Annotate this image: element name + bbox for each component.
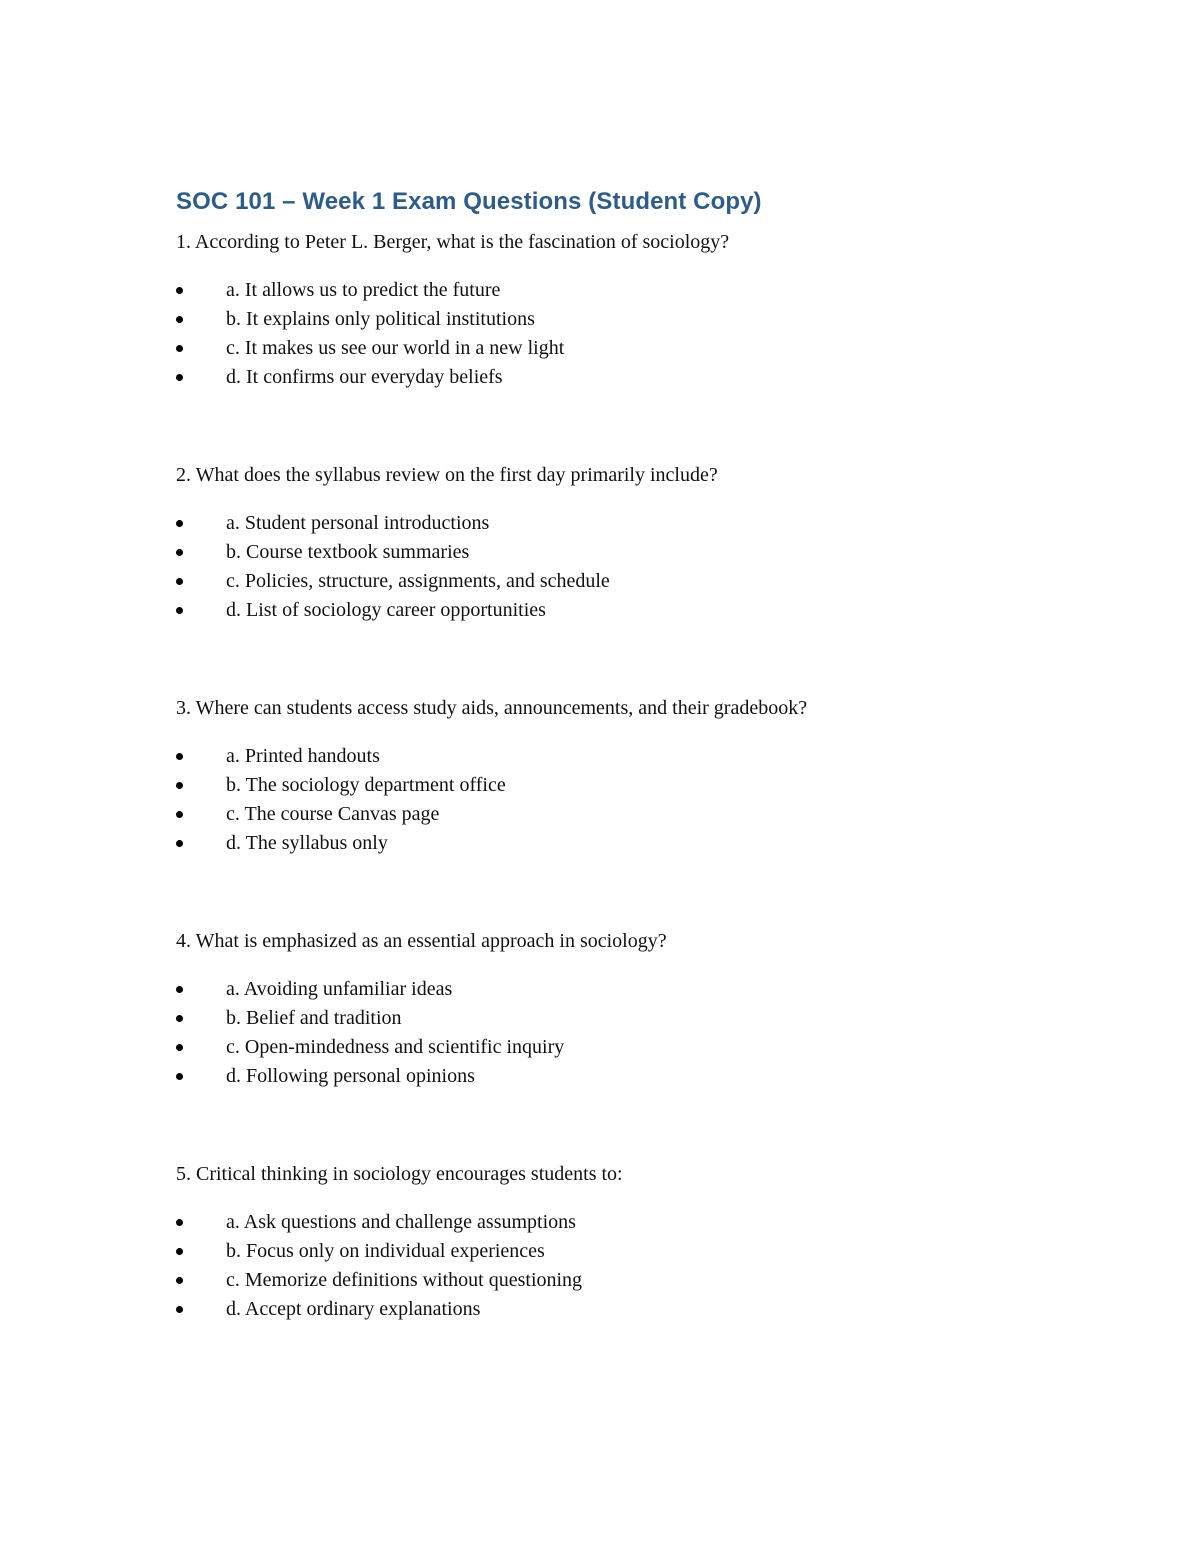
- option-item: [176, 829, 1076, 858]
- bullet-icon: [176, 811, 183, 818]
- option-text: b. Belief and tradition: [226, 1007, 402, 1029]
- bullet-icon: [176, 287, 183, 294]
- option-item: [176, 1033, 1076, 1062]
- option-item: [176, 1295, 1076, 1324]
- option-item: [176, 567, 1076, 596]
- question-3: [176, 694, 1076, 858]
- option-text: a. Ask questions and challenge assumptions: [226, 1211, 576, 1233]
- option-item: [176, 538, 1076, 567]
- answer-options: [176, 509, 1076, 625]
- option-item: [176, 1062, 1076, 1091]
- question-2: [176, 461, 1076, 625]
- bullet-icon: [176, 840, 183, 847]
- option-text: d. The syllabus only: [226, 832, 388, 854]
- bullet-icon: [176, 374, 183, 381]
- option-text: d. List of sociology career opportunities: [226, 599, 546, 621]
- document-title: SOC 101 – Week 1 Exam Questions (Student Copy): [176, 188, 762, 215]
- answer-options: [176, 742, 1076, 858]
- question-text: 4. What is emphasized as an essential approach in sociology?: [176, 930, 667, 952]
- bullet-icon: [176, 316, 183, 323]
- bullet-icon: [176, 607, 183, 614]
- answer-options: [176, 975, 1076, 1091]
- question-text: 2. What does the syllabus review on the first day primarily include?: [176, 464, 718, 486]
- option-text: c. The course Canvas page: [226, 803, 440, 825]
- option-text: a. Printed handouts: [226, 745, 380, 767]
- bullet-icon: [176, 578, 183, 585]
- option-text: c. Open-mindedness and scientific inquiry: [226, 1036, 565, 1058]
- option-item: [176, 334, 1076, 363]
- option-text: c. It makes us see our world in a new light: [226, 337, 565, 359]
- option-item: [176, 363, 1076, 392]
- option-text: b. Focus only on individual experiences: [226, 1240, 545, 1262]
- question-text: 5. Critical thinking in sociology encourages students to:: [176, 1163, 623, 1185]
- option-text: c. Memorize definitions without questioning: [226, 1269, 583, 1291]
- option-item: [176, 276, 1076, 305]
- option-text: d. Accept ordinary explanations: [226, 1298, 481, 1320]
- question-text: 3. Where can students access study aids, announcements, and their gradebook?: [176, 697, 808, 719]
- option-text: a. It allows us to predict the future: [226, 279, 501, 301]
- bullet-icon: [176, 1073, 183, 1080]
- option-text: b. Course textbook summaries: [226, 541, 470, 563]
- option-item: [176, 1237, 1076, 1266]
- option-item: [176, 596, 1076, 625]
- bullet-icon: [176, 1044, 183, 1051]
- question-4: [176, 927, 1076, 1091]
- option-item: [176, 1266, 1076, 1295]
- bullet-icon: [176, 549, 183, 556]
- bullet-icon: [176, 1277, 183, 1284]
- option-text: a. Student personal introductions: [226, 512, 490, 534]
- option-item: [176, 305, 1076, 334]
- option-text: d. It confirms our everyday beliefs: [226, 366, 503, 388]
- bullet-icon: [176, 1248, 183, 1255]
- bullet-icon: [176, 1015, 183, 1022]
- option-item: [176, 800, 1076, 829]
- option-item: [176, 1208, 1076, 1237]
- option-text: c. Policies, structure, assignments, and schedule: [226, 570, 610, 592]
- question-5: [176, 1160, 1076, 1324]
- bullet-icon: [176, 1219, 183, 1226]
- bullet-icon: [176, 1306, 183, 1313]
- option-text: a. Avoiding unfamiliar ideas: [226, 978, 453, 1000]
- option-text: b. It explains only political institutions: [226, 308, 535, 330]
- bullet-icon: [176, 345, 183, 352]
- option-item: [176, 1004, 1076, 1033]
- bullet-icon: [176, 782, 183, 789]
- option-text: d. Following personal opinions: [226, 1065, 475, 1087]
- answer-options: [176, 276, 1076, 392]
- option-item: [176, 742, 1076, 771]
- option-item: [176, 509, 1076, 538]
- option-item: [176, 771, 1076, 800]
- bullet-icon: [176, 753, 183, 760]
- bullet-icon: [176, 520, 183, 527]
- option-text: b. The sociology department office: [226, 774, 506, 796]
- question-1: [176, 228, 1076, 392]
- bullet-icon: [176, 986, 183, 993]
- answer-options: [176, 1208, 1076, 1324]
- option-item: [176, 975, 1076, 1004]
- question-text: 1. According to Peter L. Berger, what is the fascination of sociology?: [176, 231, 730, 253]
